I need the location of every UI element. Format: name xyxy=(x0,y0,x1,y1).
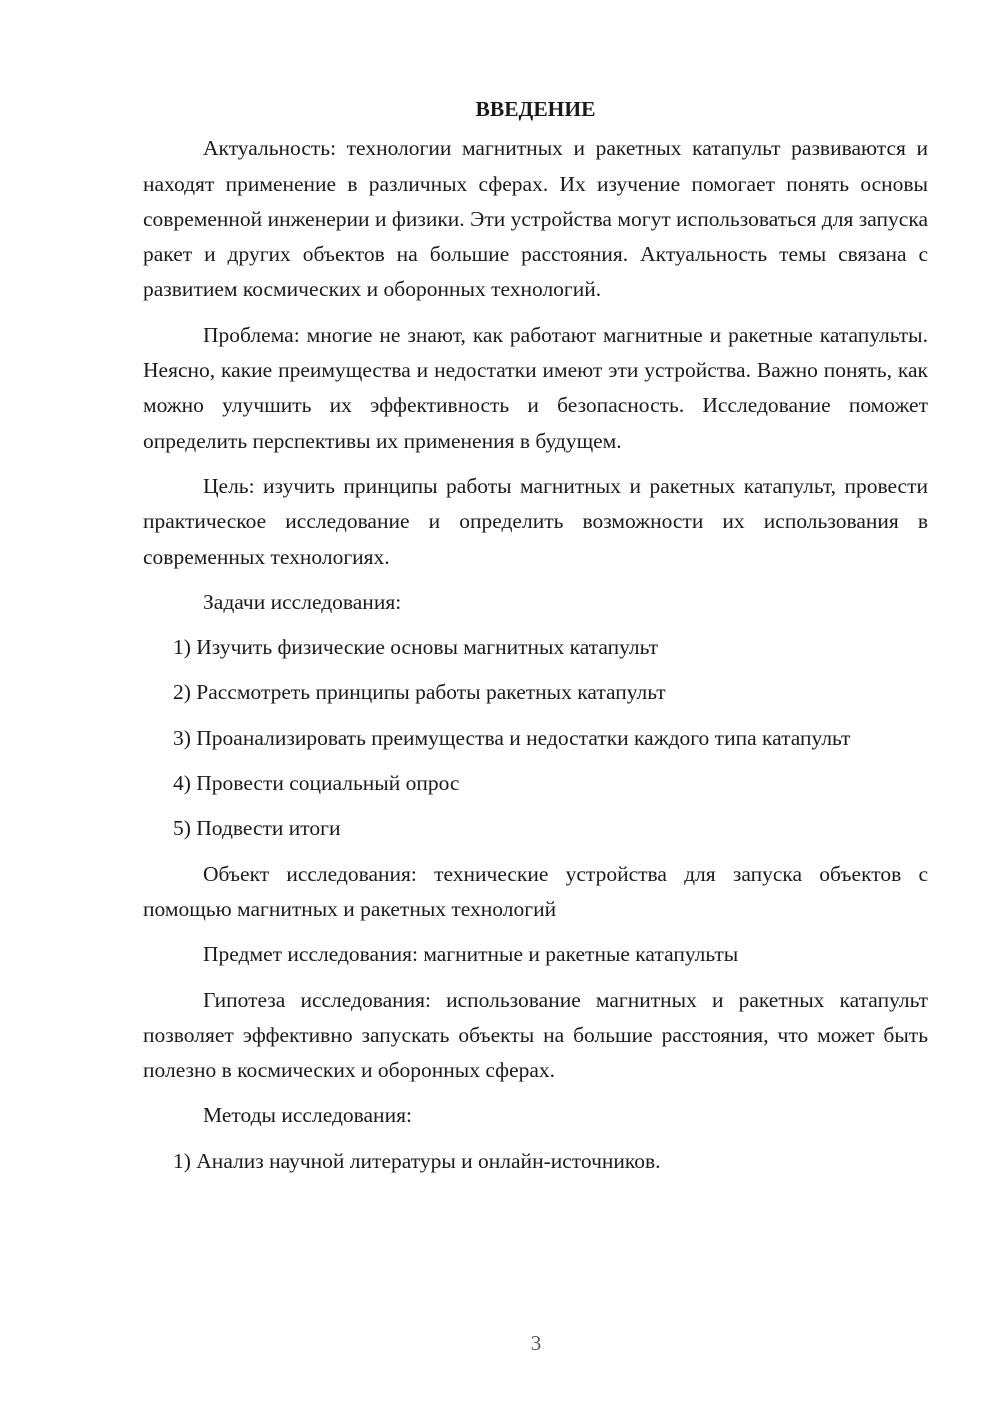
problem-paragraph: Проблема: многие не знают, как работают магнитные и ракетные катапульты. Неясно, какие преимущества и недостатки имеют эти устройства. Важно понять, как можно улучшить их эффективность и безопасность. Исследование поможет определить перспективы их применения в будущем. xyxy=(143,322,928,453)
subject-paragraph: Предмет исследования: магнитные и ракетные катапульты xyxy=(203,942,739,967)
task-item-2: 2) Рассмотреть принципы работы ракетных катапульт xyxy=(173,680,666,705)
task-item-1: 1) Изучить физические основы магнитных катапульт xyxy=(173,635,659,660)
methods-heading: Методы исследования: xyxy=(203,1103,412,1128)
object-paragraph: Объект исследования: технические устройства для запуска объектов с помощью магнитных и ракетных технологий xyxy=(143,861,928,921)
goal-paragraph: Цель: изучить принципы работы магнитных и ракетных катапульт, провести практическое исследование и определить возможности их использования в современных технологиях. xyxy=(143,473,928,569)
method-item-1: 1) Анализ научной литературы и онлайн-источников. xyxy=(173,1148,661,1173)
page-content xyxy=(143,92,928,1189)
tasks-heading: Задачи исследования: xyxy=(203,589,402,614)
hypothesis-paragraph: Гипотеза исследования: использование магнитных и ракетных катапульт позволяет эффективно запускать объекты на большие расстояния, что может быть полезно в космических и оборонных сферах. xyxy=(143,987,928,1083)
page-title: ВВЕДЕНИЕ xyxy=(475,97,596,121)
task-item-4: 4) Провести социальный опрос xyxy=(173,771,460,796)
task-item-3: 3) Проанализировать преимущества и недостатки каждого типа катапульт xyxy=(173,725,851,750)
relevance-paragraph: Актуальность: технологии магнитных и ракетных катапульт развиваются и находят применение в различных сферах. Их изучение помогает понять основы современной инженерии и физики. Эти устройства могут использоваться для запуска ракет и других объектов на большие расстояния. Актуальность темы связана с развитием космических и оборонных технологий. xyxy=(143,136,928,302)
task-item-5: 5) Подвести итоги xyxy=(173,816,341,841)
page-number: 3 xyxy=(530,1331,542,1355)
